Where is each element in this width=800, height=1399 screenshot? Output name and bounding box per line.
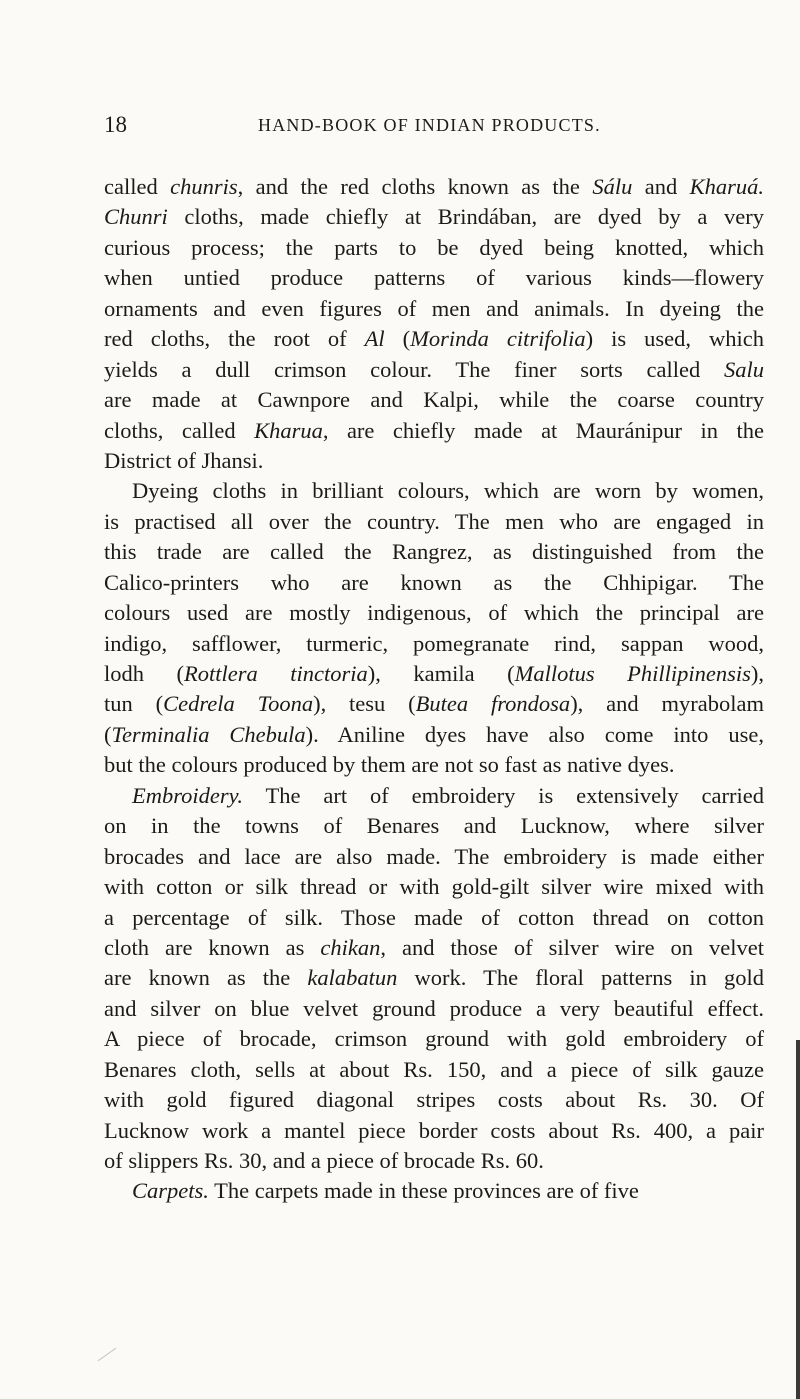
text-line xyxy=(104,537,764,567)
text-segment: Al xyxy=(364,326,385,352)
text-line xyxy=(104,598,764,628)
text-segment: and xyxy=(632,174,690,199)
page-number: 18 xyxy=(104,112,127,137)
text-segment: tun ( xyxy=(104,691,164,717)
scan-edge-shadow xyxy=(796,1040,800,1399)
text-segment: when untied produce patterns of various kinds—flowery xyxy=(104,265,764,291)
text-segment: with gold figured diagonal stripes costs about Rs. 30. Of xyxy=(104,1087,764,1113)
running-title: HAND-BOOK OF INDIAN PRODUCTS. xyxy=(258,115,601,135)
text-line xyxy=(104,1146,764,1176)
text-line xyxy=(104,1116,764,1146)
text-segment: ). Aniline dyes have also come into use, xyxy=(305,721,764,747)
text-line xyxy=(104,172,764,202)
text-line xyxy=(104,507,764,537)
text-segment: cloths, made chiefly at Brindában, are dyed by a very xyxy=(167,204,764,230)
text-segment: cloths, called xyxy=(104,417,255,443)
text-segment: lodh ( xyxy=(104,661,184,686)
text-line xyxy=(104,476,764,506)
text-segment: kalabatun xyxy=(307,965,398,991)
text-segment: Lucknow work a mantel piece border costs about Rs. 400, a pair xyxy=(104,1117,764,1143)
text-segment: Terminalia Chebula xyxy=(111,721,306,747)
text-line xyxy=(104,294,764,324)
text-line xyxy=(104,750,764,780)
text-segment: Calico-printers who are known as the Chhipigar. The xyxy=(104,569,764,595)
text-line xyxy=(104,659,764,689)
text-segment: chunris xyxy=(170,174,238,199)
text-segment: Dyeing cloths in brilliant colours, which are worn by women, xyxy=(132,478,764,504)
text-segment: Kharuá. xyxy=(689,174,764,199)
text-segment: The carpets made in these provinces are of five xyxy=(208,1178,639,1204)
text-line xyxy=(104,629,764,659)
text-segment: curious process; the parts to be dyed being knotted, which xyxy=(104,234,764,260)
text-segment: , and the red cloths known as the xyxy=(237,174,593,199)
text-segment: Rottlera tinctoria xyxy=(184,661,368,686)
text-segment: red cloths, the root of xyxy=(104,326,365,352)
text-segment: Butea frondosa xyxy=(415,691,571,717)
text-line xyxy=(104,324,764,354)
scan-mark xyxy=(98,1348,117,1361)
text-segment: ), and myrabolam xyxy=(570,691,764,717)
text-segment: Benares cloth, sells at about Rs. 150, and a piece of silk gauze xyxy=(104,1056,764,1082)
text-segment: The art of embroidery is extensively carried xyxy=(243,782,764,808)
text-line xyxy=(104,1055,764,1085)
text-line xyxy=(104,263,764,293)
text-segment: are made at Cawnpore and Kalpi, while the coarse country xyxy=(104,387,764,413)
text-line xyxy=(104,811,764,841)
text-line xyxy=(104,872,764,902)
text-line xyxy=(104,963,764,993)
text-segment: colours used are mostly indigenous, of which the principal are xyxy=(104,600,764,626)
text-line xyxy=(104,416,764,446)
text-segment: is practised all over the country. The men who are engaged in xyxy=(104,508,764,534)
text-line xyxy=(104,781,764,811)
text-segment: brocades and lace are also made. The embroidery is made either xyxy=(104,843,764,869)
text-segment: of slippers Rs. 30, and a piece of brocade Rs. 60. xyxy=(104,1148,544,1173)
text-segment: ( xyxy=(384,326,411,352)
text-line xyxy=(104,355,764,385)
text-line xyxy=(104,689,764,719)
text-segment: and silver on blue velvet ground produce a very beautiful effect. xyxy=(104,995,764,1021)
text-segment: a percentage of silk. Those made of cotton thread on cotton xyxy=(104,904,764,930)
text-segment: ( xyxy=(104,721,112,747)
text-segment: called xyxy=(104,174,171,199)
text-segment: Carpets. xyxy=(132,1178,209,1204)
text-segment: ) is used, which xyxy=(585,326,764,352)
text-line xyxy=(104,202,764,232)
text-segment: Salu xyxy=(723,356,764,382)
text-segment: work. The floral patterns in gold xyxy=(397,965,764,991)
text-segment: Cedrela Toona xyxy=(163,691,314,717)
text-segment: , and those of silver wire on velvet xyxy=(380,934,765,960)
text-segment: , are chiefly made at Mauránipur in the xyxy=(322,417,764,443)
text-line xyxy=(104,568,764,598)
text-segment: Chunri xyxy=(104,204,168,230)
text-line xyxy=(104,903,764,933)
page-header xyxy=(0,112,800,142)
text-segment: Mallotus Phillipinensis xyxy=(514,661,751,686)
text-line xyxy=(104,1024,764,1054)
text-segment: on in the towns of Benares and Lucknow, where silver xyxy=(104,813,764,839)
text-segment: Kharua xyxy=(254,417,323,443)
text-line xyxy=(104,446,764,476)
text-segment: ), xyxy=(750,661,764,686)
text-segment: ), tesu ( xyxy=(313,691,416,717)
body-text xyxy=(104,172,764,1207)
text-line xyxy=(104,233,764,263)
text-segment: District of Jhansi. xyxy=(104,447,264,473)
text-segment: chikan xyxy=(320,934,381,960)
text-line xyxy=(104,842,764,872)
text-segment: Morinda citrifolia xyxy=(410,326,586,352)
text-line xyxy=(104,933,764,963)
text-segment: indigo, safflower, turmeric, pomegranate rind, sappan wood, xyxy=(104,630,764,656)
text-segment: Sálu xyxy=(592,174,633,199)
text-segment: A piece of brocade, crimson ground with gold embroidery of xyxy=(104,1026,764,1052)
text-segment: Embroidery. xyxy=(132,782,244,808)
text-segment: cloth are known as xyxy=(104,934,321,960)
text-segment: ornaments and even figures of men and animals. In dyeing the xyxy=(104,295,764,321)
text-segment: this trade are called the Rangrez, as distinguished from the xyxy=(104,539,764,565)
text-line xyxy=(104,1176,764,1206)
text-segment: are known as the xyxy=(104,965,308,991)
text-segment: with cotton or silk thread or with gold-gilt silver wire mixed with xyxy=(104,874,764,900)
text-line xyxy=(104,994,764,1024)
text-line xyxy=(104,385,764,415)
text-line xyxy=(104,1085,764,1115)
text-line xyxy=(104,720,764,750)
text-segment: ), kamila ( xyxy=(367,661,515,686)
text-segment: yields a dull crimson colour. The finer sorts called xyxy=(104,356,724,382)
text-segment: but the colours produced by them are not so fast as native dyes. xyxy=(104,752,675,778)
